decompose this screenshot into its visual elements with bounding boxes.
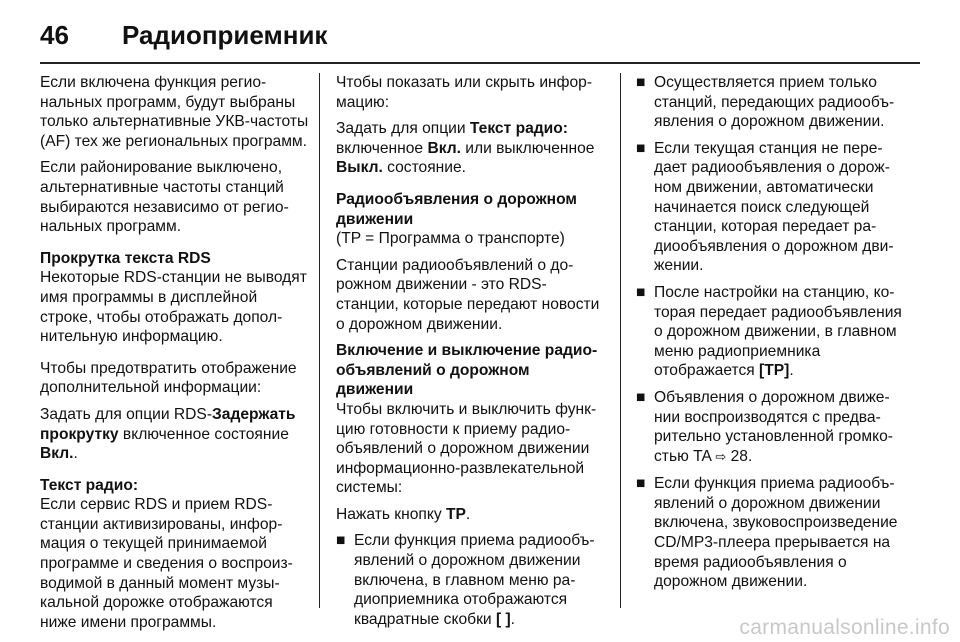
text-segment: Нажать кнопку xyxy=(336,505,446,523)
paragraph-rds-scroll: Некоторые RDS-станции не выводят имя программы в дисплейной строке, чтобы отображать дополнительную информацию. xyxy=(40,269,307,346)
text-segment: . xyxy=(73,445,78,463)
paragraph-regional-off: Если районирование выключено, альтернативные частоты станций выбираются независимо от региональных программ. xyxy=(40,159,289,236)
paragraph-radio-text-setting xyxy=(336,119,606,178)
text-segment: или выключенное xyxy=(460,139,595,157)
column-2 xyxy=(336,73,606,636)
bullet-item xyxy=(636,388,906,467)
paragraph-press-tp xyxy=(336,505,606,525)
bullet-item xyxy=(636,139,906,276)
column-1 xyxy=(40,73,310,639)
heading-traffic: Радиообъявления о дорожном движении xyxy=(336,190,577,228)
page-title: Радиоприемник xyxy=(122,20,328,50)
value-on: Вкл. xyxy=(40,445,74,463)
paragraph-regional-af: Если включена функция региональных программ, будут выбраны только альтернативные УКВ-частоты (AF) тех же региональных программ. xyxy=(40,74,309,150)
paragraph-show-hide: Чтобы показать или скрыть информацию: xyxy=(336,74,593,111)
bullet-square-icon: ■ xyxy=(636,74,646,91)
text-segment: Если функция приема радиообъявлений о дорожном движении включена, звуковоспроизведение CD/MP3-плеера прерывается на время радиообъявления о дорожном движении. xyxy=(654,475,898,591)
paragraph-radio-text: Если сервис RDS и прием RDS-станции активизированы, информация о текущей принимаемой программе и сведения о воспроизводимой в данный момент музыкальной дорожке отображаются ниже имени программы. xyxy=(40,496,293,631)
value-on: Вкл. xyxy=(427,139,461,157)
bullet-square-icon: ■ xyxy=(636,475,646,493)
section-traffic xyxy=(336,190,606,249)
tp-indicator: [TP] xyxy=(759,362,790,380)
paragraph-tp-definition: (TP = Программа о транспорте) xyxy=(336,230,565,248)
section-toggle-traffic xyxy=(336,341,606,498)
bullet-square-icon: ■ xyxy=(636,283,646,301)
bullet-square-icon: ■ xyxy=(636,139,646,157)
text-segment: После настройки на станцию, которая передает радиообъявления о дорожном движении, в главном меню радиоприемника отображается xyxy=(654,283,902,380)
text-segment: включенное состояние xyxy=(118,425,289,443)
bullet-item xyxy=(636,283,906,381)
column-divider-1 xyxy=(319,73,320,608)
watermark: carmanualsonline.info xyxy=(739,616,950,639)
section-rds-scroll xyxy=(40,249,310,347)
page-reference-arrow-icon: ⇨ xyxy=(715,449,727,465)
text-segment: включенное xyxy=(336,139,428,157)
text-segment: . xyxy=(747,447,753,465)
heading-toggle-traffic: Включение и выключение радиообъявлений о дорожном движении xyxy=(336,342,598,399)
text-segment: Задать для опции RDS- xyxy=(40,405,213,423)
text-segment: . xyxy=(510,610,515,628)
paragraph-traffic-stations: Станции радиообъявлений о дорожном движении - это RDS-станции, которые передают новости о дорожном движении. xyxy=(336,256,600,333)
bullet-square-icon: ■ xyxy=(636,388,646,406)
brackets-indicator: [ ] xyxy=(495,610,511,628)
bullet-item xyxy=(636,73,906,132)
text-segment: . xyxy=(789,362,794,380)
option-radio-text: Текст радио: xyxy=(469,120,568,138)
page-number: 46 xyxy=(40,20,69,50)
column-3 xyxy=(636,73,906,599)
bullet-square-icon: ■ xyxy=(336,532,346,550)
text-segment: Задать для опции xyxy=(336,120,470,138)
section-radio-text xyxy=(40,476,310,633)
text-segment: состояние. xyxy=(382,159,466,177)
value-off: Выкл. xyxy=(336,159,383,177)
text-segment: Если функция приема радиообъявлений о дорожном движении включена, в главном меню радиоприемника отображаются квадратные скобки xyxy=(354,532,595,628)
button-name-tp: TP xyxy=(445,505,466,523)
heading-radio-text: Текст радио: xyxy=(40,476,139,494)
column-divider-2 xyxy=(620,73,621,608)
text-segment: Если текущая станция не передает радиообъявления о дорожном движении, автоматически начинается поиск следующей станции, которая передает радиообъявления о дорожном движении. xyxy=(654,139,894,275)
page-header xyxy=(40,14,920,64)
page-reference-link[interactable]: 28 xyxy=(730,447,748,465)
paragraph-prevent-display: Чтобы предотвратить отображение дополнительной информации: xyxy=(40,359,297,397)
option-scroll-delay: Задержать прокрутку xyxy=(40,405,296,443)
paragraph-toggle-traffic: Чтобы включить и выключить функцию готовности к приему радиообъявлений о дорожном движении информационно-развлекательной системы: xyxy=(336,400,597,497)
text-segment: Объявления о дорожном движении воспроизводятся с предварительно установленной громкостью TA xyxy=(654,388,893,465)
paragraph-scroll-setting xyxy=(40,405,310,464)
heading-rds-scroll: Прокрутка текста RDS xyxy=(40,249,211,267)
bullet-item xyxy=(636,474,906,592)
text-segment: Осуществляется прием только станций, передающих радиообъявления о дорожном движении. xyxy=(654,74,895,131)
text-segment: . xyxy=(465,505,471,523)
bullet-item xyxy=(336,531,606,629)
